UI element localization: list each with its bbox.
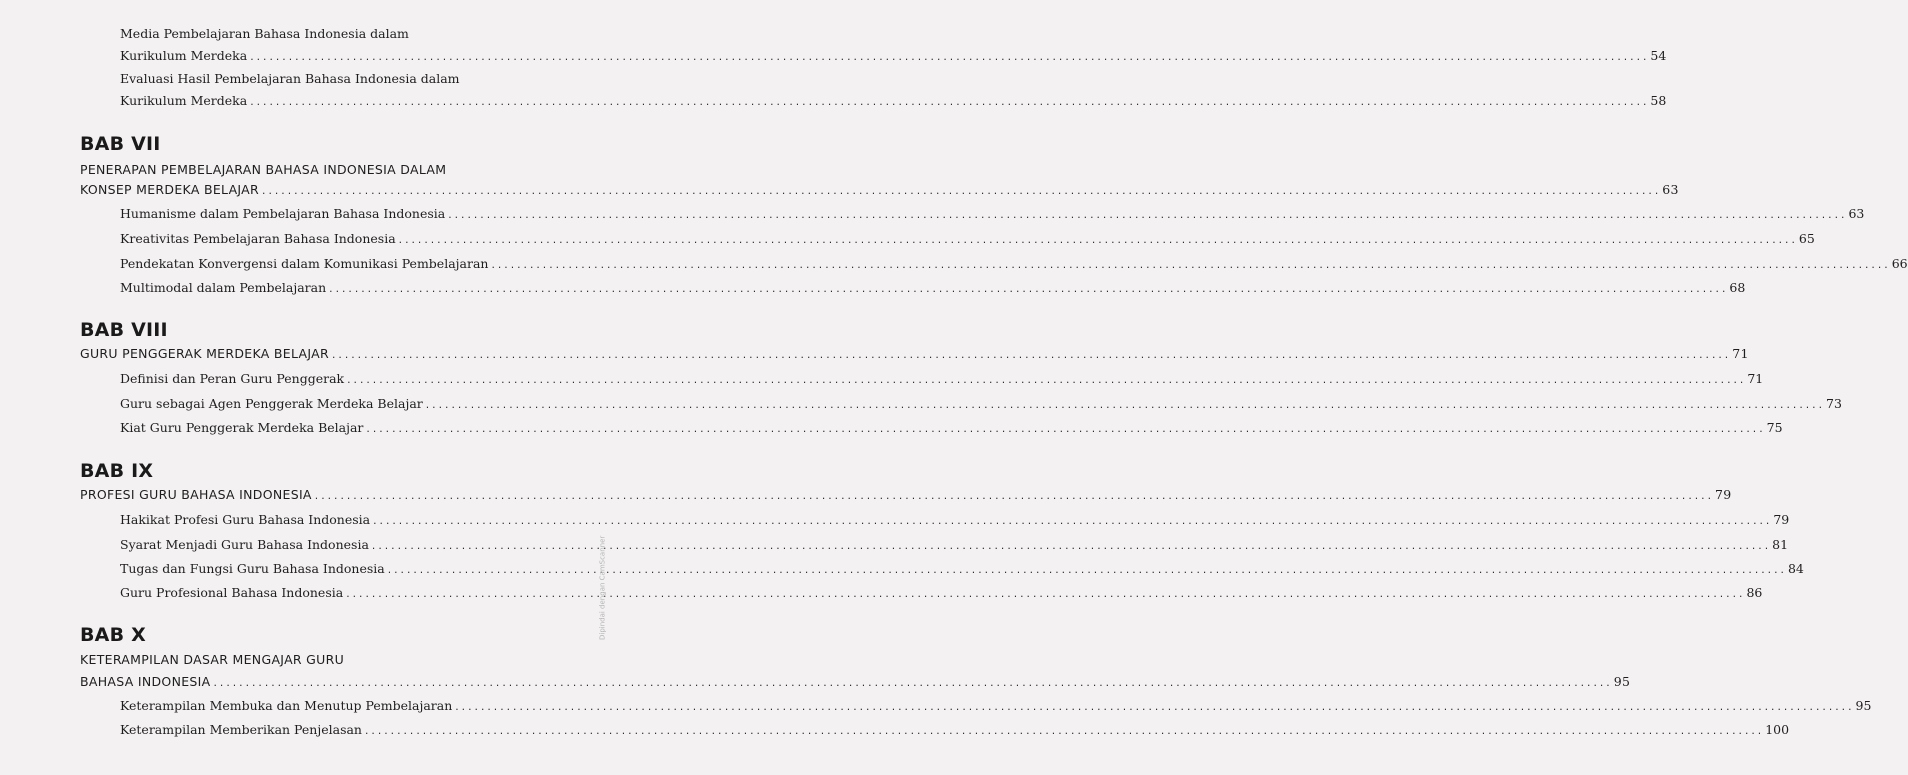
leader-dots — [345, 590, 1744, 600]
toc-entry — [120, 71, 526, 86]
scanner-watermark: Dipindai dengan CamScanner — [598, 535, 606, 640]
entry-title: Keterampilan Membuka dan Menutup Pembelajaran — [120, 698, 453, 713]
chapter-heading: BAB X — [80, 624, 146, 646]
page-number: 68 — [1729, 280, 1746, 295]
chapter-title-line1: PROFESI GURU BAHASA INDONESIA — [80, 487, 312, 502]
page-number: 58 — [1650, 93, 1667, 108]
chapter-title-cont — [80, 674, 1631, 689]
leader-dots — [249, 98, 1648, 108]
toc-entry-cont — [120, 48, 1667, 63]
page-number: 79 — [1773, 512, 1790, 527]
page-number: 73 — [1826, 396, 1842, 411]
toc-entry — [120, 256, 1908, 271]
page-number: 71 — [1747, 371, 1764, 386]
page-number: 81 — [1772, 537, 1789, 552]
toc-entry — [120, 561, 1804, 576]
leader-dots — [261, 187, 1660, 197]
leader-dots — [364, 727, 1763, 737]
toc-entry — [120, 420, 1783, 435]
chapter-title-line1: KETERAMPILAN DASAR MENGAJAR GURU — [80, 652, 345, 667]
leader-dots — [371, 542, 1770, 552]
page-number: 79 — [1715, 487, 1732, 502]
leader-dots — [314, 492, 1713, 502]
chapter-heading: BAB IX — [80, 460, 154, 482]
leader-dots — [328, 285, 1727, 295]
chapter-title-line1: GURU PENGGERAK MERDEKA BELAJAR — [80, 346, 329, 361]
toc-entry — [120, 231, 1815, 246]
chapter-title-line2: BAHASA INDONESIA — [80, 674, 211, 689]
page-number: 63 — [1662, 182, 1679, 197]
leader-dots — [346, 376, 1745, 386]
toc-entry — [120, 371, 1764, 386]
chapter-title — [80, 162, 526, 177]
leader-dots — [490, 261, 1889, 271]
entry-title: Pendekatan Konvergensi dalam Komunikasi Pembelajaran — [120, 256, 489, 271]
chapter-title — [80, 346, 1749, 361]
chapter-title — [80, 652, 526, 667]
entry-title: Kiat Guru Penggerak Merdeka Belajar — [120, 420, 364, 435]
toc-entry — [120, 722, 1790, 737]
entry-title: Kreativitas Pembelajaran Bahasa Indonesia — [120, 231, 396, 246]
entry-title: Evaluasi Hasil Pembelajaran Bahasa Indonesia dalam — [120, 71, 460, 86]
page-number: 54 — [1650, 48, 1667, 63]
leader-dots — [447, 211, 1846, 221]
toc-entry — [120, 512, 1790, 527]
page-number: 84 — [1787, 561, 1804, 576]
page-number: 95 — [1855, 698, 1872, 713]
leader-dots — [454, 703, 1853, 713]
toc-entry — [120, 26, 526, 41]
leader-dots — [331, 351, 1730, 361]
page-number: 95 — [1613, 674, 1631, 689]
page-number: 100 — [1765, 722, 1790, 737]
chapter-title-line2: KONSEP MERDEKA BELAJAR — [80, 182, 260, 197]
leader-dots — [398, 236, 1797, 246]
page-number: 71 — [1732, 346, 1749, 361]
page-number: 66 — [1891, 256, 1908, 271]
leader-dots — [365, 425, 1764, 435]
entry-title: Hakikat Profesi Guru Bahasa Indonesia — [120, 512, 371, 527]
toc-entry — [120, 396, 1842, 411]
entry-title: Syarat Menjadi Guru Bahasa Indonesia — [120, 537, 369, 552]
leader-dots — [372, 517, 1771, 527]
page-number: 86 — [1746, 585, 1763, 600]
entry-title-cont: Kurikulum Merdeka — [120, 48, 248, 63]
entry-title: Keterampilan Memberikan Penjelasan — [120, 722, 362, 737]
page-number: 65 — [1798, 231, 1815, 246]
entry-title: Media Pembelajaran Bahasa Indonesia dalam — [120, 26, 409, 41]
entry-title: Guru Profesional Bahasa Indonesia — [120, 585, 344, 600]
page-number: 75 — [1766, 420, 1783, 435]
chapter-title-cont — [80, 182, 1679, 197]
leader-dots — [425, 401, 1824, 411]
page-number: 63 — [1848, 206, 1865, 221]
chapter-title — [80, 487, 1732, 502]
chapter-title-line1: PENERAPAN PEMBELAJARAN BAHASA INDONESIA DALAM — [80, 162, 447, 177]
chapter-heading: BAB VIII — [80, 319, 168, 341]
chapter-heading: BAB VII — [80, 133, 161, 155]
entry-title: Multimodal dalam Pembelajaran — [120, 280, 327, 295]
leader-dots — [387, 566, 1786, 576]
entry-title: Humanisme dalam Pembelajaran Bahasa Indonesia — [120, 206, 446, 221]
entry-title: Definisi dan Peran Guru Penggerak — [120, 371, 345, 386]
entry-title-cont: Kurikulum Merdeka — [120, 93, 248, 108]
entry-title: Tugas dan Fungsi Guru Bahasa Indonesia — [120, 561, 385, 576]
toc-entry-cont — [120, 93, 1667, 108]
toc-entry — [120, 698, 1872, 713]
toc-entry — [120, 206, 1865, 221]
toc-entry — [120, 280, 1746, 295]
entry-title: Guru sebagai Agen Penggerak Merdeka Belajar — [120, 396, 423, 411]
leader-dots — [213, 679, 1612, 689]
toc-entry — [120, 585, 1763, 600]
toc-entry — [120, 537, 1789, 552]
leader-dots — [249, 53, 1648, 63]
